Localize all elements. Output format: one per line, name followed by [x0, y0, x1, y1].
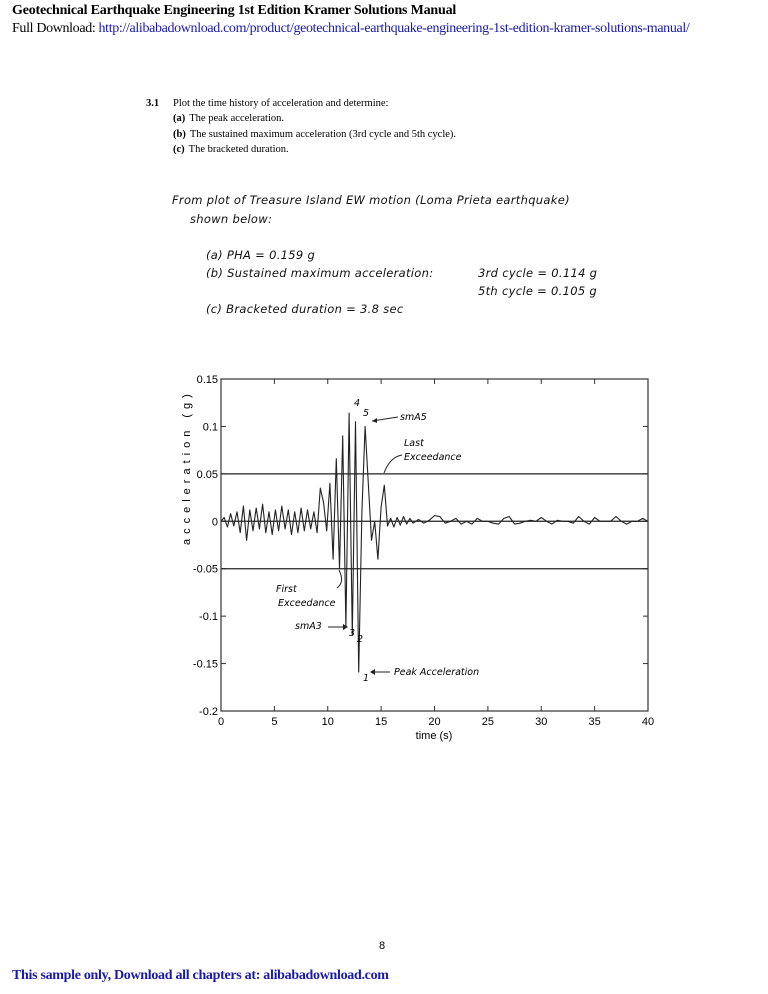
x-tick-label: 0 [217, 716, 225, 728]
y-tick-label: -0.1 [199, 611, 218, 624]
chart-annotation: smA5 [400, 412, 427, 423]
problem-text: Plot the time history of acceleration and determine: [173, 98, 389, 109]
item-text: The sustained maximum acceleration (3rd cycle and 5th cycle). [189, 128, 457, 140]
acceleration-trace [221, 413, 648, 672]
solution-answer-b: (b) Sustained maximum acceleration: [206, 266, 434, 280]
y-tick-label: -0.2 [199, 706, 218, 718]
download-link[interactable]: http://alibabadownload.com/product/geotechnical-earthquake-engineering-1st-edition-kramer-solutions-manual/ [98, 21, 690, 36]
y-tick-label: 0 [211, 516, 218, 529]
item-label: (c) [173, 143, 185, 155]
solution-answer-a: (a) PHA = 0.159 g [206, 248, 316, 262]
x-tick-label: 15 [375, 716, 388, 728]
item-text: The peak acceleration. [189, 113, 284, 125]
chart-annotation: 1 [362, 673, 370, 684]
problem-item-b [173, 127, 456, 142]
y-tick-label: 0.05 [196, 468, 218, 481]
solution-answer-b-5th: 5th cycle = 0.105 g [478, 284, 598, 298]
x-tick-label: 20 [428, 716, 441, 728]
x-tick-label: 35 [588, 716, 601, 728]
solution-answer-c: (c) Bracketed duration = 3.8 sec [206, 302, 404, 316]
y-tick-label: 0.1 [202, 421, 218, 434]
chart-annotation: Exceedance [404, 452, 462, 463]
x-tick-label: 10 [321, 716, 334, 728]
item-label: (a) [173, 113, 186, 125]
footer-download-notice[interactable]: This sample only, Download all chapters at: alibabadownload.com [12, 968, 389, 983]
download-label: Full Download: [12, 21, 99, 36]
solution-answer-b-3rd: 3rd cycle = 0.114 g [478, 266, 598, 280]
chart-annotation: Last [404, 438, 424, 449]
y-axis-label: acceleration (g) [181, 389, 193, 545]
y-tick-label: -0.05 [192, 563, 218, 576]
chart-annotation: 4 [353, 398, 361, 409]
plot-frame [221, 379, 648, 711]
problem-statement [146, 96, 456, 157]
y-tick-label: 0.15 [196, 374, 218, 386]
problem-item-a [173, 111, 456, 126]
chart-annotation: Exceedance [278, 598, 336, 609]
problem-item-c [173, 142, 456, 157]
chart-annotation: First [276, 584, 297, 595]
solution-intro-line1: From plot of Treasure Island EW motion (Loma Prieta earthquake) [172, 193, 570, 207]
item-text: The bracketed duration. [188, 143, 289, 155]
download-line [12, 21, 689, 37]
chart-annotation: 2 [356, 634, 364, 645]
solution-intro-line2: shown below: [190, 212, 273, 226]
x-tick-label: 25 [481, 716, 494, 728]
chart-annotation: 5 [362, 408, 370, 419]
chart-annotation: Peak Acceleration [394, 667, 480, 678]
page-number: 8 [379, 940, 386, 952]
x-tick-label: 40 [641, 716, 655, 728]
x-tick-label: 5 [271, 716, 278, 728]
y-tick-label: -0.15 [192, 658, 218, 671]
x-axis-label: time (s) [415, 730, 453, 742]
problem-number: 3.1 [146, 98, 160, 109]
chart-annotation: smA3 [295, 621, 322, 632]
chart-annotation: 3 [348, 628, 356, 639]
x-tick-label: 30 [535, 716, 548, 728]
document-title: Geotechnical Earthquake Engineering 1st Edition Kramer Solutions Manual [12, 3, 457, 18]
item-label: (b) [173, 128, 186, 140]
